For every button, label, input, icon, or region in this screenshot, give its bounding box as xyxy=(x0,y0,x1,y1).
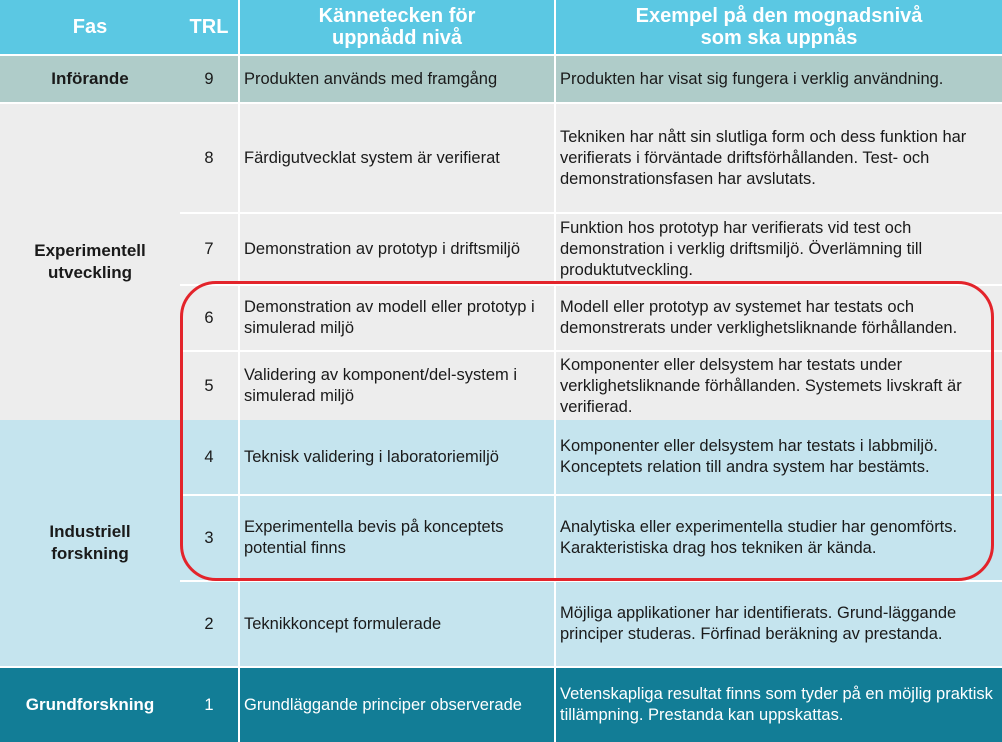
exempel-text: Analytiska eller experimentella studier har genomförts. Karakteristiska drag hos tekniken är kända. xyxy=(560,518,958,557)
kannetecken-text: Teknisk validering i laboratoriemiljö xyxy=(244,447,499,466)
kannetecken-text: Demonstration av prototyp i driftsmiljö xyxy=(244,239,521,258)
trl-value: 7 xyxy=(204,239,214,258)
exempel-cell xyxy=(556,496,1002,580)
kannetecken-text: Produkten används med framgång xyxy=(244,69,498,88)
phase-grundforskning xyxy=(0,668,180,742)
exempel-text: Möjliga applikationer har identifierats. Grund-läggande principer studeras. Förfinad beräkning av prestanda. xyxy=(560,604,957,643)
header-exempel xyxy=(556,0,1002,54)
exempel-text: Komponenter eller delsystem har testats under verklighetsliknande förhållanden. Systemets livskraft är verifierad. xyxy=(560,355,962,416)
kannetecken-text: Validering av komponent/del-system i simulerad miljö xyxy=(244,366,517,405)
kannetecken-cell xyxy=(240,496,554,580)
kannetecken-cell xyxy=(240,214,554,284)
exempel-text: Modell eller prototyp av systemet har testats och demonstrerats under verklighetsliknande förhållanden. xyxy=(560,298,958,337)
header-exempel-label: Exempel på den mognadsnivå som ska uppnås xyxy=(635,5,923,49)
trl-cell xyxy=(180,56,238,102)
exempel-text: Produkten har visat sig fungera i verklig användning. xyxy=(560,69,944,88)
kannetecken-text: Teknikkoncept formulerade xyxy=(244,614,442,633)
exempel-cell xyxy=(556,56,1002,102)
trl-value: 6 xyxy=(204,308,214,327)
trl-value: 3 xyxy=(204,528,214,547)
kannetecken-cell xyxy=(240,104,554,212)
trl-cell xyxy=(180,582,238,666)
exempel-text: Komponenter eller delsystem har testats i labbmiljö. Konceptets relation till andra system har bestämts. xyxy=(560,437,938,476)
trl-value: 9 xyxy=(204,69,214,88)
exempel-cell xyxy=(556,214,1002,284)
header-fas-label: Fas xyxy=(72,16,108,38)
kannetecken-text: Färdigutvecklat system är verifierat xyxy=(244,148,500,167)
phase-experimentell xyxy=(0,104,180,420)
exempel-cell xyxy=(556,286,1002,350)
exempel-cell xyxy=(556,668,1002,742)
header-trl xyxy=(180,0,238,54)
exempel-text: Funktion hos prototyp har verifierats vid test och demonstration i verklig driftsmiljö. Överlämning till produktutveckling. xyxy=(560,218,923,279)
trl-value: 8 xyxy=(204,148,214,167)
exempel-cell xyxy=(556,582,1002,666)
exempel-cell xyxy=(556,420,1002,494)
kannetecken-text: Demonstration av modell eller prototyp i simulerad miljö xyxy=(244,298,535,337)
phase-industriell xyxy=(0,420,180,666)
exempel-text: Tekniken har nått sin slutliga form och dess funktion har verifierats i förväntade driftsförhållanden. Test- och demonstrationsfasen har avslutats. xyxy=(560,127,967,188)
kannetecken-cell xyxy=(240,352,554,420)
exempel-cell xyxy=(556,352,1002,420)
trl-cell xyxy=(180,668,238,742)
exempel-cell xyxy=(556,104,1002,212)
phase-experimentell-label: Experimentell utveckling xyxy=(34,241,146,282)
header-fas xyxy=(0,0,180,54)
phase-industriell-label: Industriell forskning xyxy=(49,522,131,563)
trl-value: 4 xyxy=(204,447,214,466)
phase-inforande-label: Införande xyxy=(51,69,129,88)
kannetecken-cell xyxy=(240,56,554,102)
exempel-text: Vetenskapliga resultat finns som tyder på en möjlig praktisk tillämpning. Prestanda kan uppskattas. xyxy=(560,685,993,724)
trl-cell xyxy=(180,286,238,350)
phase-grundforskning-label: Grundforskning xyxy=(25,695,155,714)
header-kannetecken-label: Kännetecken för uppnådd nivå xyxy=(318,5,476,49)
phase-inforande xyxy=(0,56,180,102)
trl-cell xyxy=(180,496,238,580)
kannetecken-cell xyxy=(240,286,554,350)
kannetecken-text: Experimentella bevis på konceptets potential finns xyxy=(244,518,504,557)
kannetecken-cell xyxy=(240,582,554,666)
trl-value: 1 xyxy=(204,695,214,714)
trl-value: 5 xyxy=(204,376,214,395)
kannetecken-text: Grundläggande principer observerade xyxy=(244,695,522,714)
header-kannetecken xyxy=(240,0,554,54)
header-trl-label: TRL xyxy=(189,16,229,38)
trl-cell xyxy=(180,352,238,420)
kannetecken-cell xyxy=(240,668,554,742)
kannetecken-cell xyxy=(240,420,554,494)
trl-cell xyxy=(180,104,238,212)
trl-cell xyxy=(180,214,238,284)
trl-cell xyxy=(180,420,238,494)
trl-value: 2 xyxy=(204,614,214,633)
